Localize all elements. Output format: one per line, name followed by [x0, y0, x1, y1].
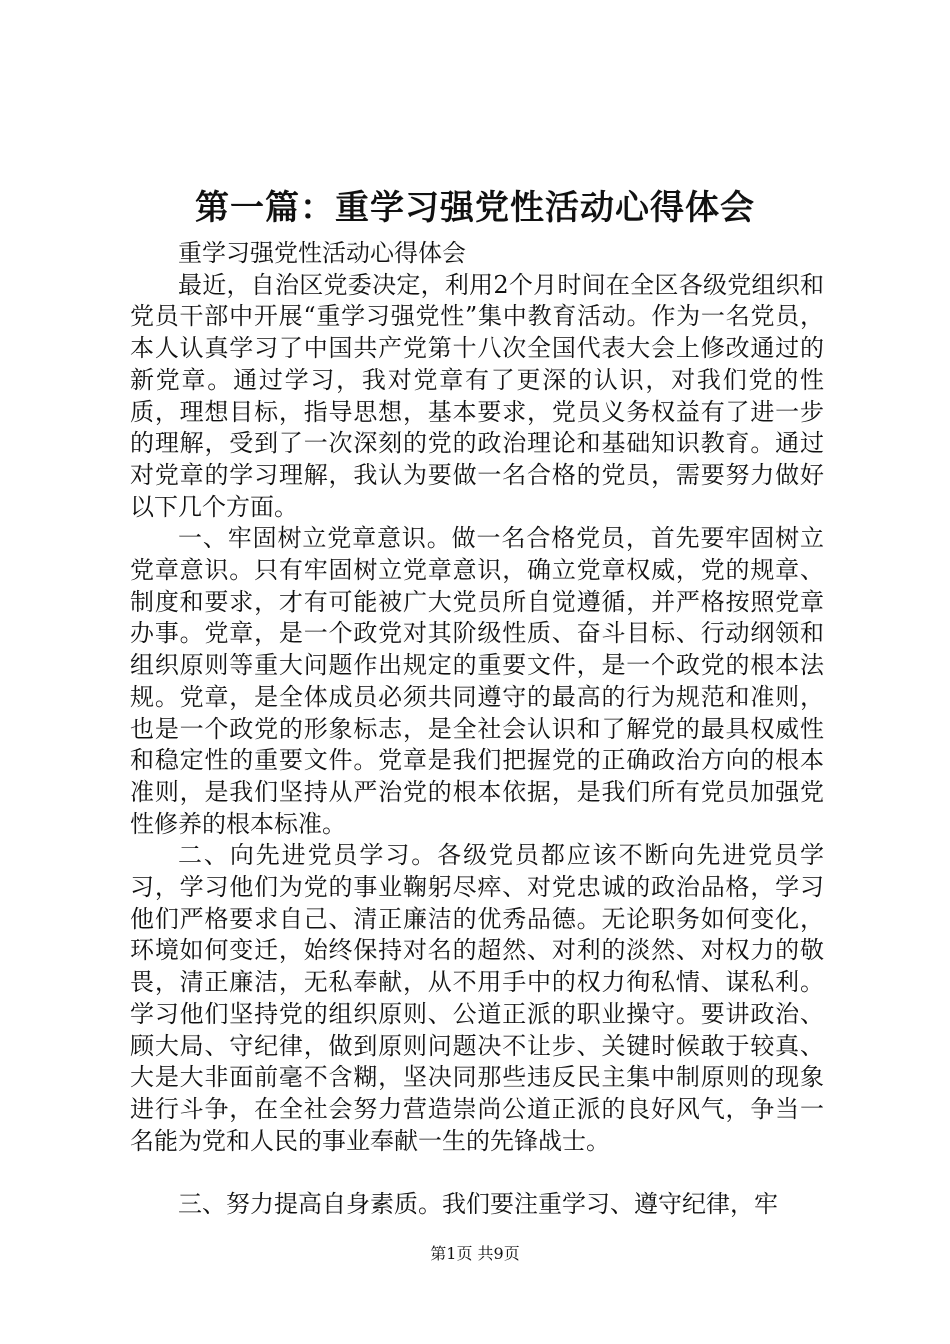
paragraph-intro: 最近，自治区党委决定，利用2个月时间在全区各级党组织和党员干部中开展“重学习强党性”集中教育活动。作为一名党员，本人认真学习了中国共产党第十八次全国代表大会上修改通过的新党章。通过学习，我对党章有了更深的认识，对我们党的性质，理想目标，指导思想，基本要求，党员义务权益有了进一步的理解，受到了一次深刻的党的政治理论和基础知识教育。通过对党章的学习理解，我认为要做一名合格的党员，需要努力做好以下几个方面。: [130, 270, 824, 521]
paragraph-section-3: 三、努力提高自身素质。我们要注重学习、遵守纪律，牢: [178, 1190, 778, 1219]
document-subtitle: 重学习强党性活动心得体会: [178, 239, 466, 267]
page-number-footer: 第1页 共9页: [430, 1244, 520, 1263]
document-title: 第一篇：重学习强党性活动心得体会: [195, 188, 755, 228]
paragraph-section-1: 一、牢固树立党章意识。做一名合格党员，首先要牢固树立党章意识。只有牢固树立党章意识，确立党章权威，党的规章、制度和要求，才有可能被广大党员所自觉遵循，并严格按照党章办事。党章，是一个政党对其阶级性质、奋斗目标、行动纲领和组织原则等重大问题作出规定的重要文件，是一个政党的根本法规。党章，是全体成员必须共同遵守的最高的行为规范和准则，也是一个政党的形象标志，是全社会认识和了解党的最具权威性和稳定性的重要文件。党章是我们把握党的正确政治方向的根本准则，是我们坚持从严治党的根本依据，是我们所有党员加强党性修养的根本标准。: [130, 524, 824, 838]
paragraph-section-2: 二、向先进党员学习。各级党员都应该不断向先进党员学习，学习他们为党的事业鞠躬尽瘁、对党忠诚的政治品格，学习他们严格要求自己、清正廉洁的优秀品德。无论职务如何变化，环境如何变迁，始终保持对名的超然、对利的淡然、对权力的敬畏，清正廉洁，无私奉献，从不用手中的权力徇私情、谋私利。学习他们坚持党的组织原则、公道正派的职业操守。要讲政治、顾大局、守纪律，做到原则问题决不让步、关键时候敢于较真、大是大非面前毫不含糊，坚决同那些违反民主集中制原则的现象进行斗争，在全社会努力营造崇尚公道正派的良好风气，争当一名能为党和人民的事业奉献一生的先锋战士。: [130, 841, 824, 1155]
document-body: [130, 238, 824, 1221]
